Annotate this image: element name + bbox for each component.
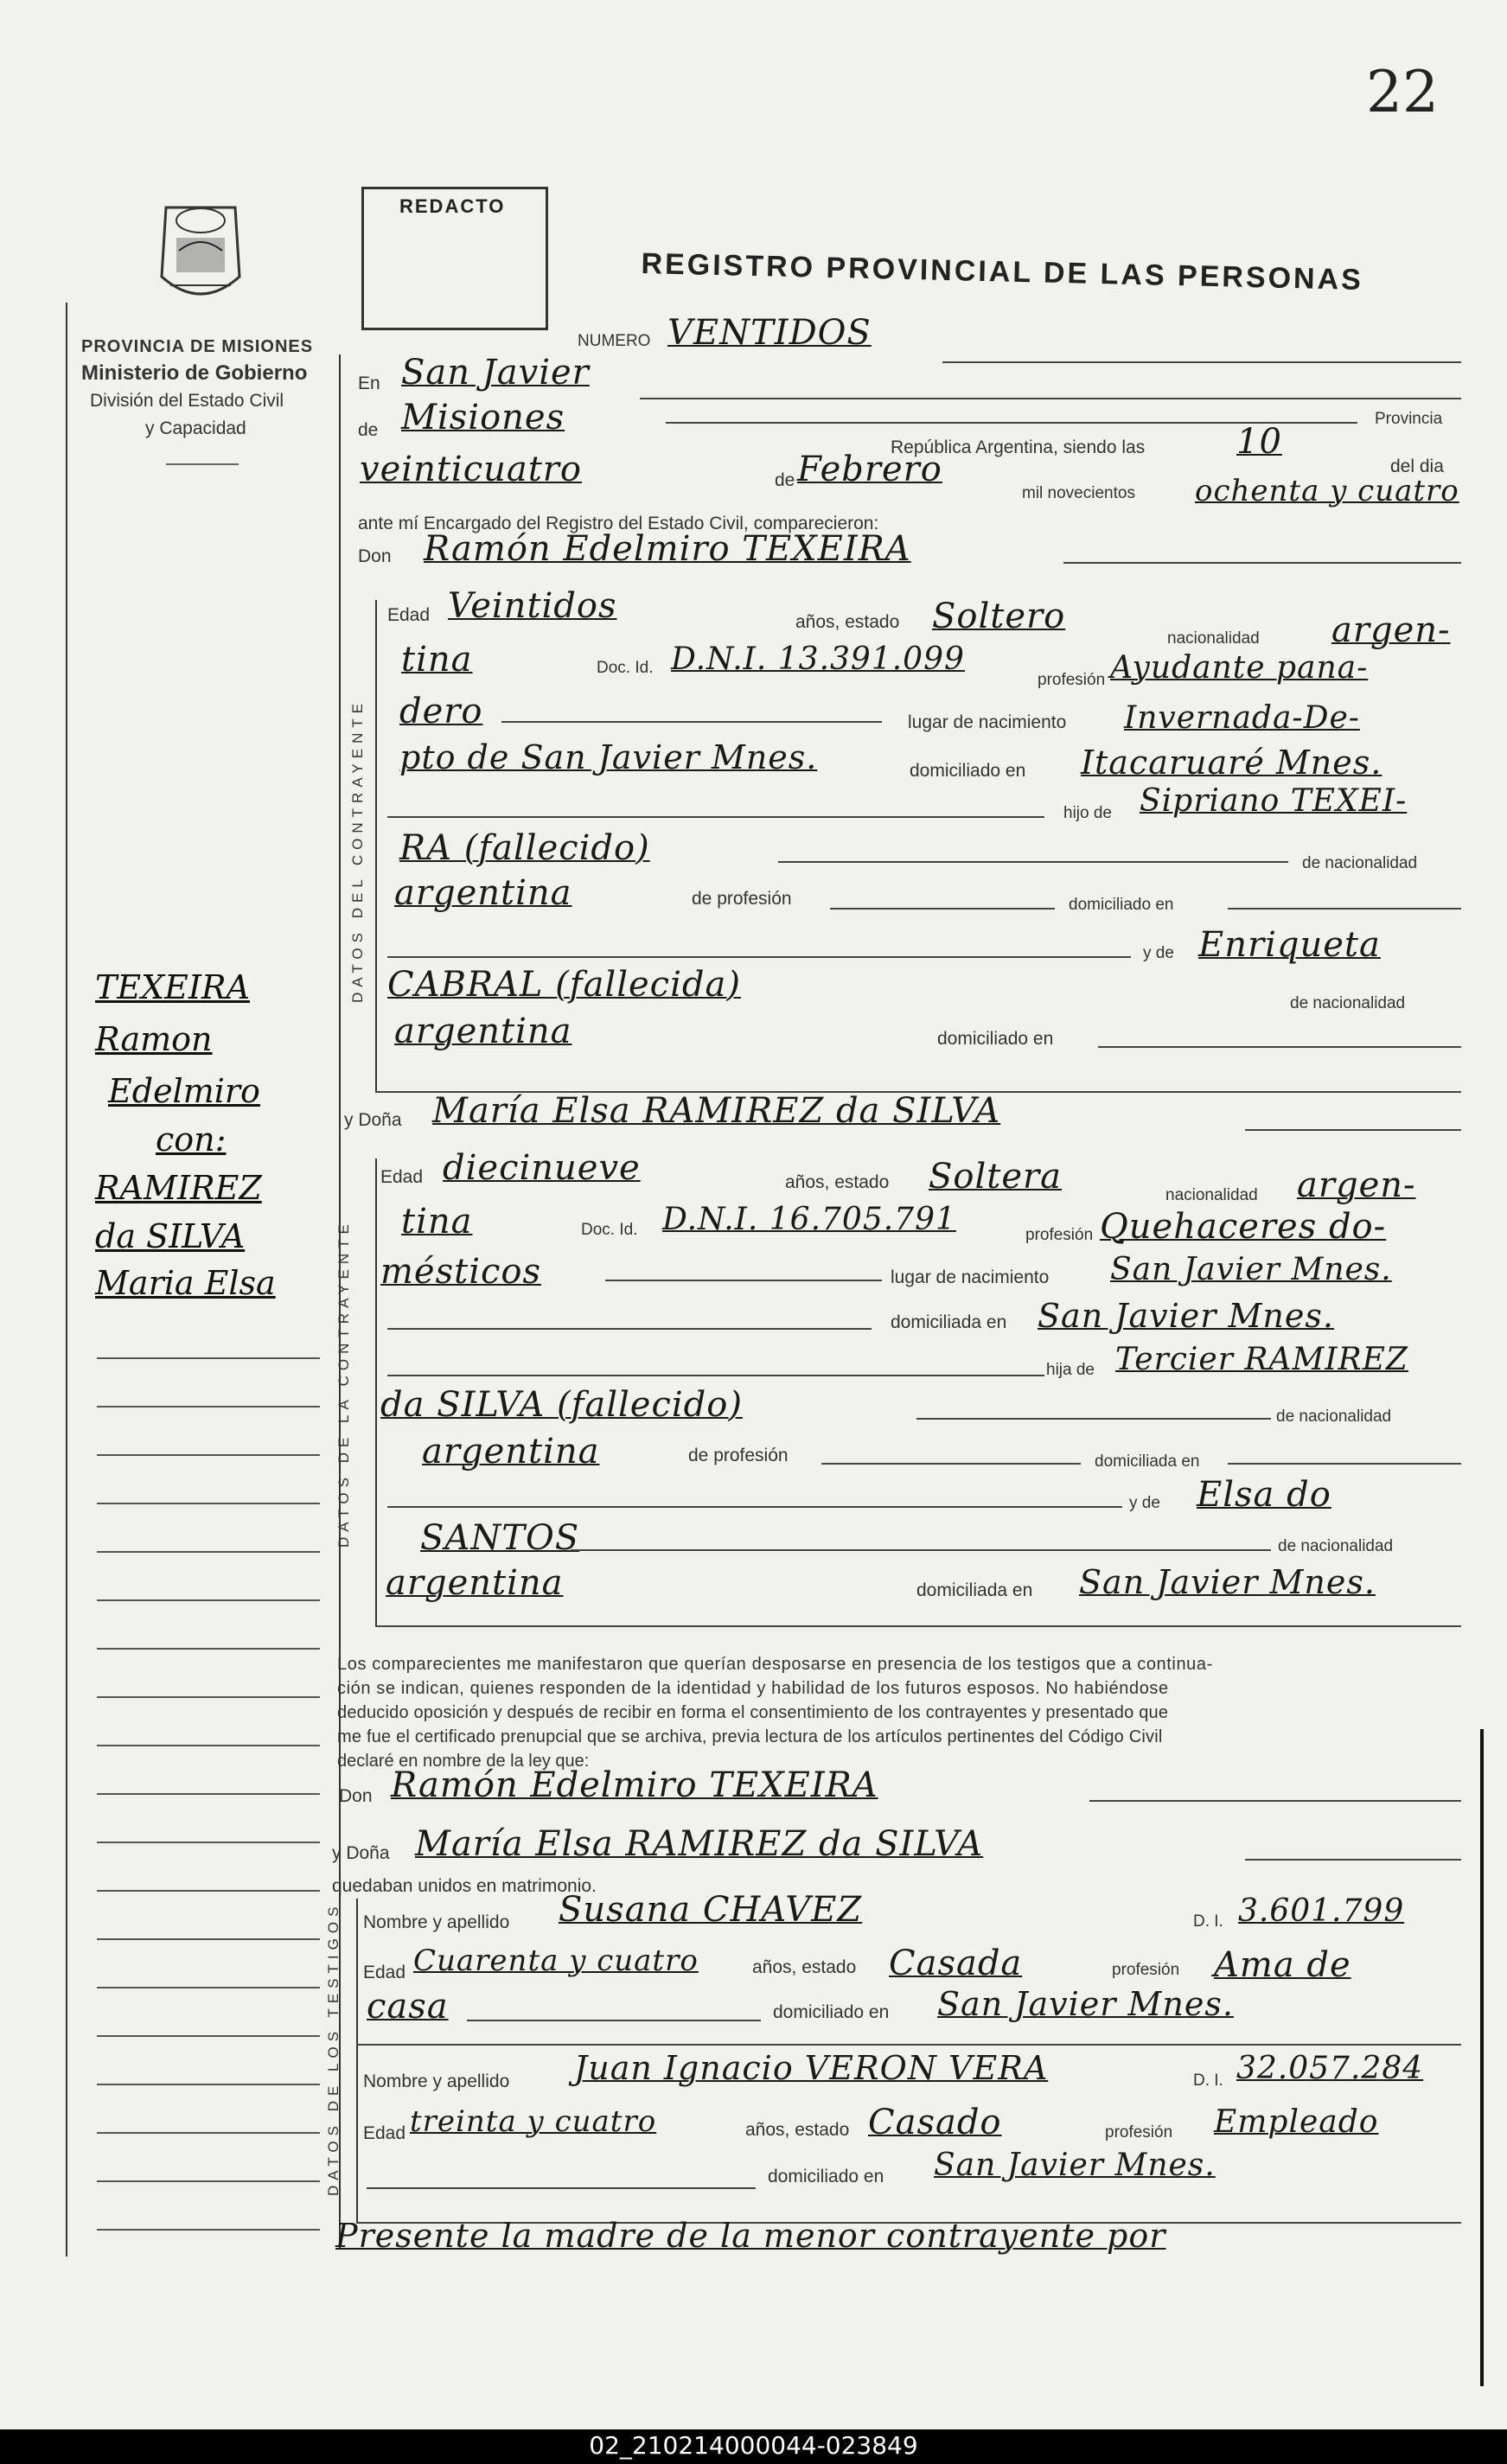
field-t1-di: 3.601.799 [1238,1893,1405,1929]
label-di-1: D. I. [1193,1912,1223,1931]
rule [467,2020,761,2021]
field-novio-nac2: tina [401,640,473,680]
field-novia-padre1: Tercier RAMIREZ [1115,1342,1408,1377]
label-domiciliado-t1: domiciliado en [773,2002,890,2022]
page-edge [1480,1729,1484,2386]
rule [387,816,1044,818]
label-de-mes: de [775,470,795,490]
label-hijo-de: hijo de [1063,804,1112,822]
side-label-testigos: DATOS DE LOS TESTIGOS [325,1901,342,2196]
label-de-profesion-novia: de profesión [688,1446,789,1465]
label-domiciliado-en-2: domiciliado en [1069,896,1174,914]
field-lugar: San Javier [401,353,590,393]
rule [1089,1800,1461,1802]
rule [356,2044,1461,2046]
margin-rule [97,1406,320,1408]
institution-division: División del Estado Civil [90,391,284,411]
field-novio-padre1: Sipriano TEXEI- [1140,783,1408,819]
field-t2-nombre: Juan Ignacio VERON VERA [574,2049,1049,2087]
label-don: Don [358,546,392,566]
label-don-decl: Don [339,1786,373,1806]
field-t1-prof2: casa [367,1987,449,2027]
field-novio-prof2: dero [399,692,483,731]
label-anos-estado-novia: años, estado [785,1172,890,1192]
field-hora: 10 [1236,422,1282,462]
field-novio-padre-nac: argentina [394,873,572,913]
redacto-label: REDACTO [399,195,506,217]
field-novio-nac1: argen- [1331,610,1451,650]
label-edad-t2: Edad [363,2123,406,2143]
label-de-profesion: de profesión [692,889,792,909]
institution-divider [166,463,239,465]
field-novia-dom: San Javier Mnes. [1038,1297,1334,1335]
margin-rule [97,1599,320,1601]
field-novia-estado: Soltera [929,1157,1062,1197]
label-y-de-novia: y de [1129,1494,1160,1512]
margin-rule [97,2084,320,2085]
field-novio: Ramón Edelmiro TEXEIRA [424,529,911,569]
field-novia-prof2: mésticos [380,1252,542,1292]
rule [1245,1859,1461,1861]
field-novia-doc: D.N.I. 16.705.791 [662,1202,956,1237]
footer-note: Presente la madre de la menor contrayente por [335,2217,1166,2255]
rule [375,1625,1461,1627]
margin-rule [97,2132,320,2134]
field-novio-madre2: CABRAL (fallecida) [387,965,741,1005]
margin-rule [97,1696,320,1698]
label-di-2: D. I. [1193,2071,1223,2090]
rule [1245,1129,1461,1131]
legal-text-line-4: me fue el certificado prenupcial que se archiva, previa lectura de los artículos pertinentes del Código Civil [337,1727,1163,1746]
field-t1-edad: Cuarenta y cuatro [413,1944,699,1978]
rule [830,908,1055,910]
margin-rule [97,1793,320,1795]
field-novia-padre2: da SILVA (fallecido) [380,1385,743,1425]
label-provincia: Provincia [1375,410,1443,428]
field-novio-padre2: RA (fallecido) [399,828,650,868]
margin-rule [97,1745,320,1746]
field-novia-nac2: tina [401,1202,473,1242]
field-t2-prof: Empleado [1214,2104,1379,2140]
document-title: REGISTRO PROVINCIAL DE LAS PERSONAS [641,247,1364,297]
label-ante-mi: ante mí Encargado del Registro del Estado Civil, comparecieron: [358,514,879,533]
field-novia-madre-nac: argentina [386,1563,564,1603]
field-mes: Febrero [797,450,942,489]
block-border [356,1899,358,2224]
field-t1-nombre: Susana CHAVEZ [559,1890,863,1930]
block-border [375,600,377,1093]
quedaban-text: quedaban unidos en matrimonio. [332,1876,597,1896]
field-novio-lugar2: pto de San Javier Mnes. [399,738,818,776]
margin-rule [97,2229,320,2231]
field-anio: ochenta y cuatro [1195,474,1459,508]
field-novia: María Elsa RAMIREZ da SILVA [432,1091,1001,1131]
label-nombre-apellido-2: Nombre y apellido [363,2071,510,2091]
margin-rule [97,1938,320,1940]
margin-note-line-5: RAMIREZ [95,1169,262,1207]
label-numero: NUMERO [578,332,651,350]
rule [387,956,1131,958]
rule [501,721,882,723]
field-novia-padre-nac: argentina [422,1432,600,1471]
label-y-dona: y Doña [344,1110,402,1130]
field-novia-lugar: San Javier Mnes. [1110,1252,1392,1287]
field-t2-edad: treinta y cuatro [410,2104,657,2139]
label-doc-id-novia: Doc. Id. [581,1221,638,1239]
field-novio-prof1: Ayudante pana- [1110,650,1369,686]
rule [605,1280,882,1281]
margin-note-line-3: Edelmiro [108,1072,260,1110]
rule [942,361,1461,363]
margin-note-line-7: Maria Elsa [95,1264,276,1302]
label-edad-t1: Edad [363,1963,406,1982]
label-profesion-t1: profesión [1112,1961,1180,1979]
label-edad: Edad [387,605,431,625]
margin-rule [97,1648,320,1650]
field-t2-estado: Casado [868,2103,1002,2142]
legal-text-line-5: declaré en nombre de la ley que: [337,1752,590,1771]
label-de-nacionalidad-2: de nacionalidad [1290,994,1406,1012]
field-novio-estado: Soltero [932,597,1066,636]
label-domiciliada-en-3: domiciliada en [916,1580,1033,1600]
rule [1063,562,1461,564]
legal-text-line-3: deducido oposición y después de recibir en forma el consentimiento de los contrayentes y presentado que [337,1703,1169,1722]
field-t2-dom: San Javier Mnes. [934,2148,1216,2183]
margin-note-line-2: Ramon [95,1020,213,1058]
label-anos-estado: años, estado [795,612,900,632]
field-novio-doc: D.N.I. 13.391.099 [671,642,965,677]
margin-rule [97,1551,320,1553]
field-t1-dom: San Javier Mnes. [937,1985,1234,2023]
field-dia: veinticuatro [360,450,582,489]
field-novio-madre-nac: argentina [394,1012,572,1051]
margin-note-line-1: TEXEIRA [95,968,250,1006]
field-novio-edad: Veintidos [448,586,617,626]
field-novia-madre1: Elsa do [1197,1475,1331,1515]
legal-text-line-1: Los comparecientes me manifestaron que querían desposarse en presencia de los testigos que a continua- [337,1655,1213,1674]
label-nombre-apellido-1: Nombre y apellido [363,1912,510,1932]
label-profesion-novia: profesión [1025,1226,1094,1244]
label-profesion: profesión [1038,671,1106,689]
label-lugar-nacimiento-novia: lugar de nacimiento [891,1267,1050,1287]
field-t2-di: 32.057.284 [1236,2051,1424,2086]
field-novio-lugar1: Invernada-De- [1124,700,1360,736]
page-number: 22 [1366,59,1439,125]
label-anos-estado-t2: años, estado [745,2120,850,2140]
legal-text-line-2: ción se indican, quienes responden de la identidad y habilidad de los futuros esposos. No habiéndose [337,1679,1169,1698]
label-nacionalidad: nacionalidad [1167,629,1260,648]
label-domiciliado-t2: domiciliado en [768,2167,884,2186]
margin-rule [97,2035,320,2037]
label-y-de: y de [1143,944,1174,962]
block-border [375,1159,377,1625]
label-domiciliado-en-3: domiciliado en [937,1029,1054,1049]
label-lugar-nacimiento: lugar de nacimiento [908,712,1067,732]
margin-rule [97,1357,320,1359]
margin-border [66,303,67,2257]
field-t1-prof1: Ama de [1214,1945,1351,1985]
rule [1098,1046,1461,1048]
rule [778,861,1288,863]
margin-rule [97,2180,320,2182]
label-dona-decl: y Doña [332,1843,390,1863]
side-label-contrayenta: DATOS DE LA CONTRAYENTE [335,1219,352,1548]
label-domiciliada-en-2: domiciliada en [1095,1452,1200,1471]
label-nacionalidad-novia: nacionalidad [1165,1186,1258,1204]
label-domiciliada-en: domiciliada en [891,1312,1007,1332]
rule [821,1463,1081,1465]
rule [367,2187,756,2189]
margin-note-line-4: con: [156,1120,227,1159]
margin-rule [97,1987,320,1988]
field-novia-prof1: Quehaceres do- [1100,1207,1387,1247]
margin-rule [97,1890,320,1892]
label-anos-estado-t1: años, estado [752,1957,857,1977]
scan-id: 02_210214000044-023849 [589,2431,918,2460]
label-del-dia: del dia [1390,456,1444,476]
label-domiciliado-en: domiciliado en [910,761,1026,781]
field-decl-dona: María Elsa RAMIREZ da SILVA [415,1824,984,1864]
field-novia-madre-dom: San Javier Mnes. [1079,1563,1376,1601]
field-novia-edad: diecinueve [443,1148,641,1188]
institution-province: PROVINCIA DE MISIONES [81,337,314,356]
field-novia-madre2: SANTOS [420,1518,580,1558]
acta-numero: VENTIDOS [667,313,872,353]
rule [1228,1463,1461,1465]
label-doc-id: Doc. Id. [597,659,654,677]
rule [571,1549,1271,1551]
rule [387,1506,1122,1508]
field-provincia: Misiones [401,398,565,437]
label-de-nacionalidad-novia: de nacionalidad [1276,1408,1392,1426]
provincial-seal-icon [149,190,252,311]
rule [640,398,1461,399]
rule [387,1328,872,1330]
rule [916,1418,1271,1420]
margin-rule [97,1503,320,1504]
rule [387,1375,1044,1376]
label-de: de [358,420,379,440]
margin-rule [97,1842,320,1843]
label-republica: República Argentina, siendo las [891,437,1146,457]
margin-note-line-6: da SILVA [95,1217,246,1255]
field-decl-don: Ramón Edelmiro TEXEIRA [391,1765,878,1805]
label-profesion-t2: profesión [1105,2123,1173,2142]
field-novia-nac1: argen- [1297,1165,1416,1205]
institution-capacity: y Capacidad [145,418,246,438]
institution-ministry: Ministerio de Gobierno [81,361,308,385]
label-hija-de: hija de [1046,1361,1095,1379]
side-label-contrayente: DATOS DEL CONTRAYENTE [349,698,366,1003]
rule [1228,908,1461,910]
label-mil-novecientos: mil novecientos [1022,484,1135,502]
label-en: En [358,373,380,393]
label-de-nacionalidad: de nacionalidad [1302,854,1418,872]
label-edad-novia: Edad [380,1167,424,1187]
margin-rule [97,1454,320,1456]
label-de-nacionalidad-novia-2: de nacionalidad [1278,1537,1394,1555]
field-novio-dom: Itacaruaré Mnes. [1081,744,1382,782]
field-novio-madre1: Enriqueta [1198,925,1381,965]
field-t1-estado: Casada [889,1944,1023,1983]
